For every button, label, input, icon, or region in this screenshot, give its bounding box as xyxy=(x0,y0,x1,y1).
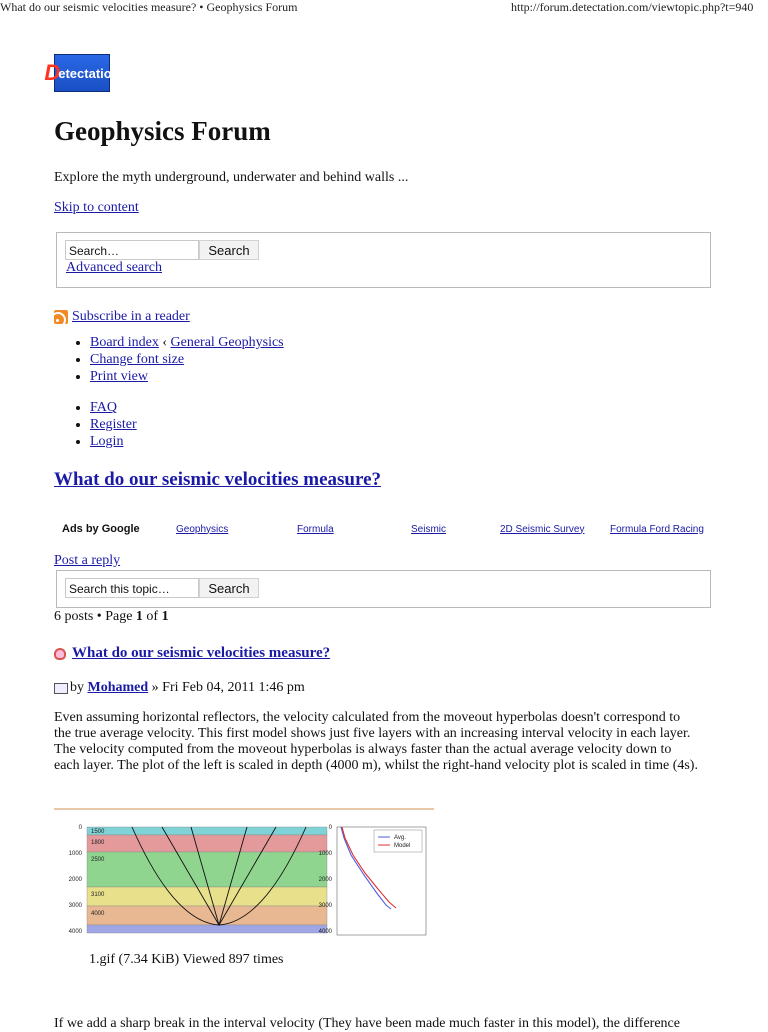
subscribe-link[interactable]: Subscribe in a reader xyxy=(72,309,190,324)
time-tick-label: 4000 xyxy=(318,929,332,935)
logo-text: etectation xyxy=(58,65,120,81)
layer-band xyxy=(87,835,327,852)
depth-model-panel xyxy=(69,825,327,935)
site-title: Geophysics Forum xyxy=(54,116,271,146)
legend-entry: Model xyxy=(394,843,411,849)
legend-entry: Avg. xyxy=(394,835,406,841)
time-tick-label: 3000 xyxy=(318,903,332,909)
breadcrumb-separator: ‹ xyxy=(162,335,167,350)
site-description: Explore the myth underground, underwater and behind walls ... xyxy=(54,170,409,185)
layer-velocity-label: 2500 xyxy=(91,857,105,863)
advanced-search-link[interactable]: Advanced search xyxy=(66,260,163,275)
faq-link[interactable]: FAQ xyxy=(90,400,117,415)
current-page: 1 xyxy=(135,609,143,624)
register-link[interactable]: Register xyxy=(90,417,137,432)
posts-count: 6 posts • Page xyxy=(54,609,133,624)
pagination xyxy=(54,609,169,625)
depth-tick-label: 0 xyxy=(78,825,82,831)
search-button[interactable]: Search xyxy=(199,240,259,260)
logo-initial: D xyxy=(44,60,61,85)
user-links-list xyxy=(54,399,137,450)
layer-band xyxy=(87,827,327,835)
layer-velocity-label: 1800 xyxy=(91,840,105,846)
body-line: the true average velocity. This first model shows just five layers with an increasing interval velocity in each layer. xyxy=(54,726,691,741)
time-tick-label: 0 xyxy=(328,825,332,831)
rss-subscribe[interactable] xyxy=(54,309,190,325)
board-index-link[interactable]: Board index xyxy=(90,335,159,350)
general-geophysics-link[interactable]: General Geophysics xyxy=(170,335,284,350)
post-link-icon[interactable] xyxy=(54,683,68,694)
attachment-image[interactable] xyxy=(54,808,434,950)
velocity-plot-panel xyxy=(319,825,426,935)
page-url-header: http://forum.detectation.com/viewtopic.php?t=940 xyxy=(511,0,754,14)
post-header xyxy=(54,645,330,662)
time-tick-label: 1000 xyxy=(318,851,332,857)
search-panel xyxy=(56,232,711,288)
breadcrumb xyxy=(90,334,284,351)
post-date: » Fri Feb 04, 2011 1:46 pm xyxy=(151,680,305,695)
time-tick-label: 2000 xyxy=(318,877,332,883)
ad-link-seismic[interactable]: Seismic xyxy=(411,523,447,535)
page-title-header: What do our seismic velocities measure? • Geophysics Forum xyxy=(0,0,298,14)
skip-to-content-link[interactable]: Skip to content xyxy=(54,200,139,215)
velocity-model-figure xyxy=(54,810,434,950)
topic-search-button[interactable]: Search xyxy=(199,578,259,598)
navigation-list xyxy=(54,334,284,385)
depth-tick-label: 1000 xyxy=(68,851,82,857)
print-view-link[interactable]: Print view xyxy=(90,369,148,384)
by-label: by xyxy=(70,680,84,695)
body-line: The velocity computed from the moveout hyperbolas is always faster than the actual average velocity down to xyxy=(54,742,672,757)
rss-icon xyxy=(54,310,68,324)
ads-bar xyxy=(62,523,722,535)
ad-link-2d-seismic-survey[interactable]: 2D Seismic Survey xyxy=(500,523,585,535)
site-logo[interactable] xyxy=(44,54,120,92)
post-icon xyxy=(54,648,66,660)
attachment-caption: 1.gif (7.34 KiB) Viewed 897 times xyxy=(89,952,284,967)
topic-title-link[interactable]: What do our seismic velocities measure? xyxy=(54,469,382,490)
body-line: each layer. The plot of the left is scaled in depth (4000 m), whilst the right-hand velocity plot is scaled in time (4s). xyxy=(54,758,698,773)
post-body xyxy=(54,710,719,774)
ad-link-formula-ford-racing[interactable]: Formula Ford Racing xyxy=(610,523,704,535)
topic-search-input[interactable]: Search this topic… xyxy=(65,578,199,598)
depth-tick-label: 2000 xyxy=(68,877,82,883)
page-of: of xyxy=(146,609,159,624)
ads-label: Ads by Google xyxy=(62,523,140,535)
post-reply-link[interactable]: Post a reply xyxy=(54,553,121,568)
post-title-link[interactable]: What do our seismic velocities measure? xyxy=(72,645,331,661)
total-pages: 1 xyxy=(161,609,169,624)
body-line: Even assuming horizontal reflectors, the velocity calculated from the moveout hyperbolas doesn't correspond to xyxy=(54,710,681,725)
ad-link-formula[interactable]: Formula xyxy=(297,523,334,535)
layer-velocity-label: 3100 xyxy=(91,892,105,898)
search-input[interactable]: Search… xyxy=(65,240,199,260)
depth-tick-label: 4000 xyxy=(68,929,82,935)
change-font-size-link[interactable]: Change font size xyxy=(90,352,185,367)
post-author-line xyxy=(54,680,305,696)
topic-search-panel xyxy=(56,570,711,608)
post-body-continued: If we add a sharp break in the interval velocity (They have been made much faster in this model), the difference xyxy=(54,1016,680,1031)
layer-band xyxy=(87,887,327,906)
ad-link-geophysics[interactable]: Geophysics xyxy=(176,523,229,535)
depth-tick-label: 3000 xyxy=(68,903,82,909)
layer-velocity-label: 4000 xyxy=(91,911,105,917)
basement-band xyxy=(87,925,327,933)
login-link[interactable]: Login xyxy=(90,434,124,449)
author-link[interactable]: Mohamed xyxy=(87,680,149,695)
layer-velocity-label: 1500 xyxy=(91,829,105,835)
